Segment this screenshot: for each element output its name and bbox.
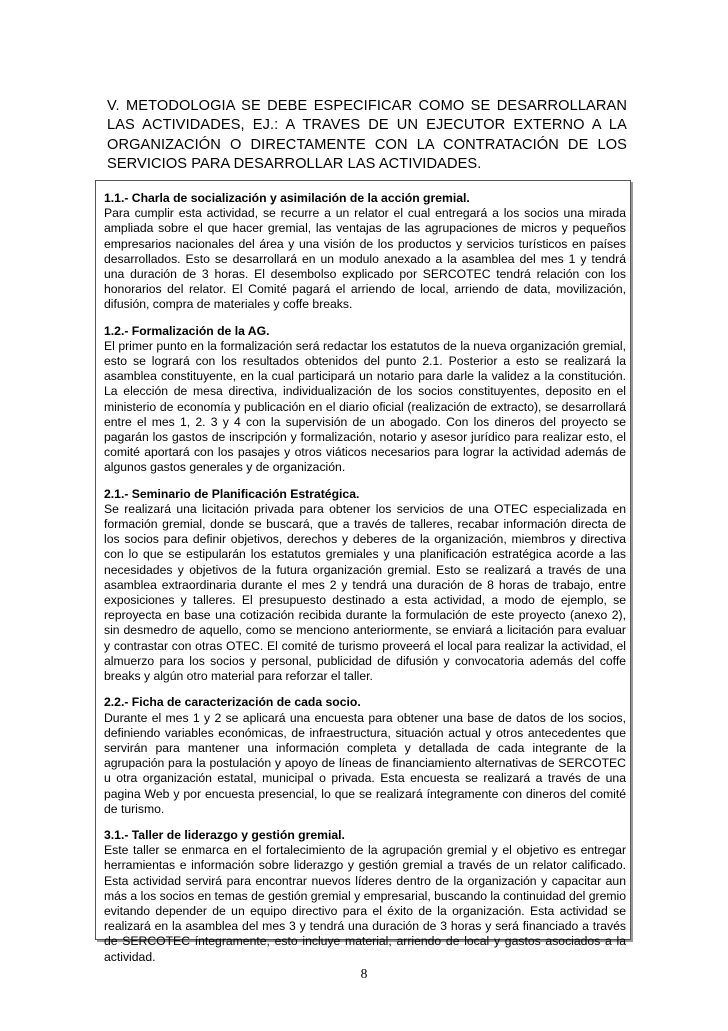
methodology-box [95, 180, 631, 964]
section-body: Este taller se enmarca en el fortalecimiento de la agrupación gremial y el objetivo es entregar herramientas e información sobre liderazgo y gestión gremial a través de un relator calificado. Esta actividad servirá para encontrar nuevos líderes dentro de la organización y capacitar aun más a los socios en temas de gestión gremial y empresarial, buscando la continuidad del gremio evitando depender de un equipo directivo para el éxito de la organización. Esta actividad se realizará en la asamblea del mes 3 y tendrá una duración de 3 horas y será financiado a través de SERCOTEC íntegramente, esto incluye material, arriendo de local y gastos asociados a la actividad. [104, 843, 626, 964]
section-title: 3.1.- Taller de liderazgo y gestión gremial. [104, 827, 345, 842]
section-1-2 [104, 324, 626, 476]
section-title: 1.2.- Formalización de la AG. [104, 323, 270, 338]
section-heading: V. METODOLOGIA SE DEBE ESPECIFICAR COMO SE DESARROLLARAN LAS ACTIVIDADES, EJ.: A TRAVES DE UN EJECUTOR EXTERNO A LA ORGANIZACIÓN O DIRECTAMENTE CON LA CONTRATACIÓN DE LOS SERVICIOS PARA DESARROLLAR LAS ACTIVIDADES. [107, 98, 627, 172]
section-title: 2.2.- Ficha de caracterización de cada socio. [104, 695, 361, 710]
section-1-1 [104, 191, 626, 313]
section-body: Para cumplir esta actividad, se recurre a un relator el cual entregará a los socios una mirada ampliada sobre el que hacer gremial, las ventajas de las agrupaciones de micros y pequeños empresarios nacionales del área y una visión de los productos y servicios turísticos en países desarrollados. Esto se desarrollará en un modulo anexado a la asamblea del mes 1 y tendrá una duración de 3 horas. El desembolso explicado por SERCOTEC tendrá relación con los honorarios del relator. El Comité pagará el arriendo de local, arriendo de data, movilización, difusión, compra de materiales y coffe breaks. [104, 206, 626, 312]
section-body: El primer punto en la formalización será redactar los estatutos de la nueva organización gremial, esto se logrará con los resultados obtenidos del punto 2.1. Posterior a esto se realizará la asamblea constituyente, en la cual participará un notario para darle la validez a la constitución. La elección de mesa directiva, individualización de los socios constituyentes, deposito en el ministerio de economía y publicación en el diario oficial (realización de extracto), se desarrollará entre el mes 1, 2. 3 y 4 con la supervisión de un abogado. Con los dineros del proyecto se pagarán los gastos de inscripción y formalización, notario y asesor jurídico para realizar esto, el comité aportará con los pasajes y otros viáticos necesarios para lograr la actividad además de algunos gastos generales y de organización. [104, 338, 626, 475]
section-title: 2.1.- Seminario de Planificación Estratégica. [104, 486, 360, 501]
section-2-1 [104, 487, 626, 685]
page-number: 8 [360, 966, 368, 981]
section-body: Durante el mes 1 y 2 se aplicará una encuesta para obtener una base de datos de los socios, definiendo variables económicas, de infraestructura, situación actual y otros antecedentes que servirán para mantener una información completa y detallada de cada integrante de la agrupación para la postulación y apoyo de líneas de financiamiento alternativas de SERCOTEC u otra organización estatal, municipal o privada. Esta encuesta se realizará a través de una pagina Web y por encuesta presencial, lo que se realizará íntegramente con dineros del comité de turismo. [104, 710, 626, 816]
section-body: Se realizará una licitación privada para obtener los servicios de una OTEC especializada en formación gremial, donde se buscará, que a través de talleres, recabar información directa de los socios para definir objetivos, derechos y deberes de la organización, miembros y directiva con lo que se estipularán los estatutos gremiales y una planificación estratégica acorde a las necesidades y objetivos de la futura organización gremial. Esto se realizará a través de una asamblea extraordinaria durante el mes 2 y tendrá una duración de 8 horas de trabajo, entre exposiciones y talleres. El presupuesto destinado a esta actividad, a modo de ejemplo, se reproyecta en base una cotización recibida durante la formulación de este proyecto (anexo 2), sin desmedro de aquello, como se menciono anteriormente, se enviará a licitación para evaluar y contrastar con otras OTEC. El comité de turismo proveerá el local para realizar la actividad, el almuerzo para los socios y personal, publicidad de difusión y convocatoria además del coffe breaks y algún otro material para reforzar el taller. [104, 501, 626, 684]
section-3-1 [104, 828, 626, 965]
section-2-2 [104, 695, 626, 817]
section-title: 1.1.- Charla de socialización y asimilación de la acción gremial. [104, 191, 470, 205]
